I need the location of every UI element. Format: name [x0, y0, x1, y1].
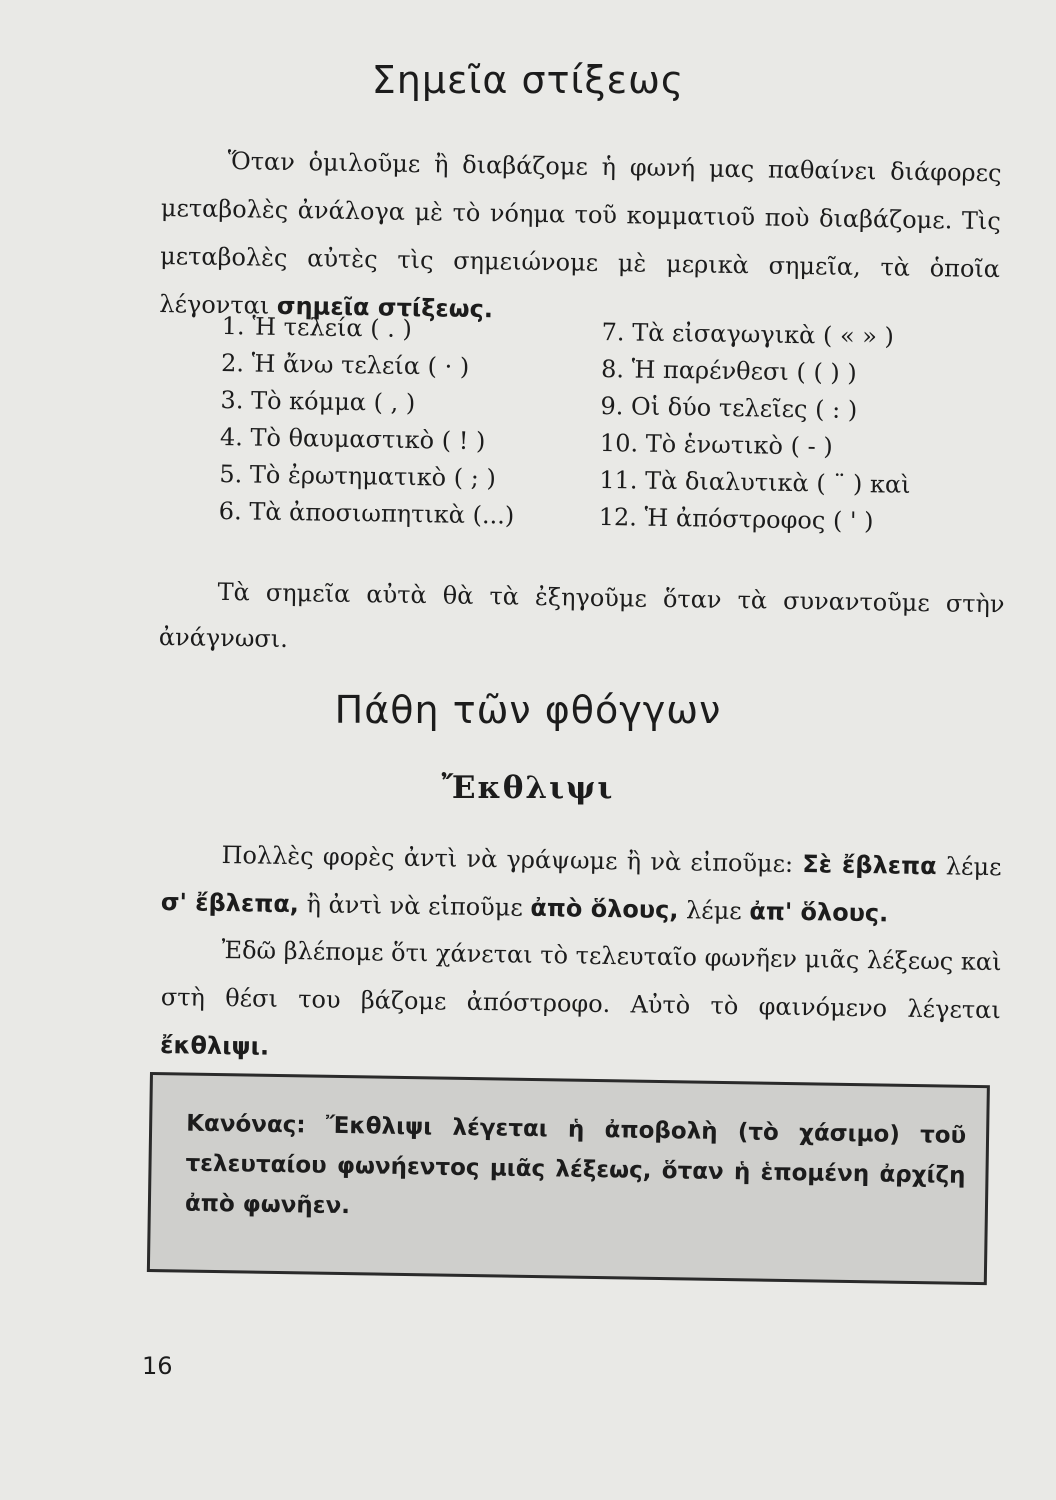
- rule-text: [185, 1104, 967, 1236]
- list-item: 10. Τὸ ἑνωτικὸ ( - ): [599, 428, 833, 461]
- list-item: 2. Ἡ ἄνω τελεία ( · ): [220, 348, 470, 381]
- list-item: 8. Ἡ παρένθεσι ( ( ) ): [600, 354, 858, 387]
- text-run: λέμε: [685, 896, 742, 926]
- list-item: 3. Τὸ κόμμα ( , ): [220, 385, 416, 418]
- page-number: 16: [142, 1352, 173, 1380]
- intro-bold-term: σημεῖα στίξεως.: [276, 291, 494, 324]
- section-title-sound-changes: Πάθη τῶν φθόγγων: [334, 688, 722, 732]
- rule-box: [147, 1072, 990, 1285]
- list-item: 6. Τὰ ἀποσιωπητικὰ (...): [218, 496, 515, 530]
- list-item: 7. Τὰ εἰσαγωγικὰ ( « » ): [601, 317, 895, 351]
- rule-body: Ἔκθλιψι λέγεται ἡ ἀποβολὴ (τὸ χάσιμο) τοῦ τελευταίου φωνήεντος μιᾶς λέξεως, ὅταν ἡ ἑπομένη ἀρχίζη ἀπὸ φωνῆεν.: [184, 1112, 967, 1220]
- rule-label: Κανόνας:: [185, 1110, 306, 1139]
- subsection-title-elision: Ἔκθλιψι: [441, 770, 615, 806]
- punctuation-list: [219, 308, 982, 542]
- elision-paragraph-2: [160, 925, 1002, 1082]
- elision-paragraph-1: [160, 830, 1001, 939]
- intro-text: Ὅταν ὁμιλοῦμε ἢ διαβάζομε ἡ φωνή μας παθαίνει διάφορες μεταβολὲς ἀνάλογα μὲ τὸ νόημα τοῦ κομματιοῦ ποὺ διαβάζομε. Τὶς μεταβολὲς αὐτὲς τὶς σημειώνομε μὲ μερικὰ σημεῖα, τὰ ὁποῖα λέγονται: [159, 147, 1002, 320]
- text-run: Ἐδῶ βλέπομε ὅτι χάνεται τὸ τελευταῖο φωνῆεν μιᾶς λέξεως καὶ στὴ θέσι του βάζομε ἀπόστροφο. Αὐτὸ τὸ φαινόμενο λέγεται: [160, 935, 1002, 1025]
- list-item: 11. Τὰ διαλυτικὰ ( ¨ ) καὶ: [599, 465, 911, 499]
- list-item: 5. Τὸ ἐρωτηματικὸ ( ; ): [219, 459, 497, 493]
- example-bold: ἀπὸ ὅλους,: [530, 893, 679, 925]
- list-item: 4. Τὸ θαυμαστικὸ ( ! ): [219, 422, 486, 456]
- text-run: λέμε: [945, 852, 1002, 882]
- example-bold: σ' ἔβλεπα,: [160, 887, 300, 919]
- closing-paragraph: Τὰ σημεῖα αὐτὰ θὰ τὰ ἐξηγοῦμε ὅταν τὰ συναντοῦμε στὴν ἀνάγνωσι.: [158, 577, 1005, 654]
- list-item: 9. Οἱ δύο τελεῖες ( : ): [600, 391, 858, 424]
- example-bold: Σὲ ἔβλεπα: [802, 850, 937, 881]
- section-title-punctuation: Σημεῖα στίξεως: [371, 58, 685, 102]
- text-run: ἢ ἀντὶ νὰ εἰποῦμε: [306, 890, 523, 922]
- term-bold: ἔκθλιψι.: [159, 1030, 270, 1061]
- example-bold: ἀπ' ὅλους.: [749, 897, 889, 928]
- list-item: 12. Ἡ ἀπόστροφος ( ' ): [598, 502, 874, 536]
- text-run: Πολλὲς φορὲς ἀντὶ νὰ γράψωμε ἢ νὰ εἰποῦμε:: [221, 840, 794, 878]
- list-item: 1. Ἡ τελεία ( . ): [221, 311, 413, 343]
